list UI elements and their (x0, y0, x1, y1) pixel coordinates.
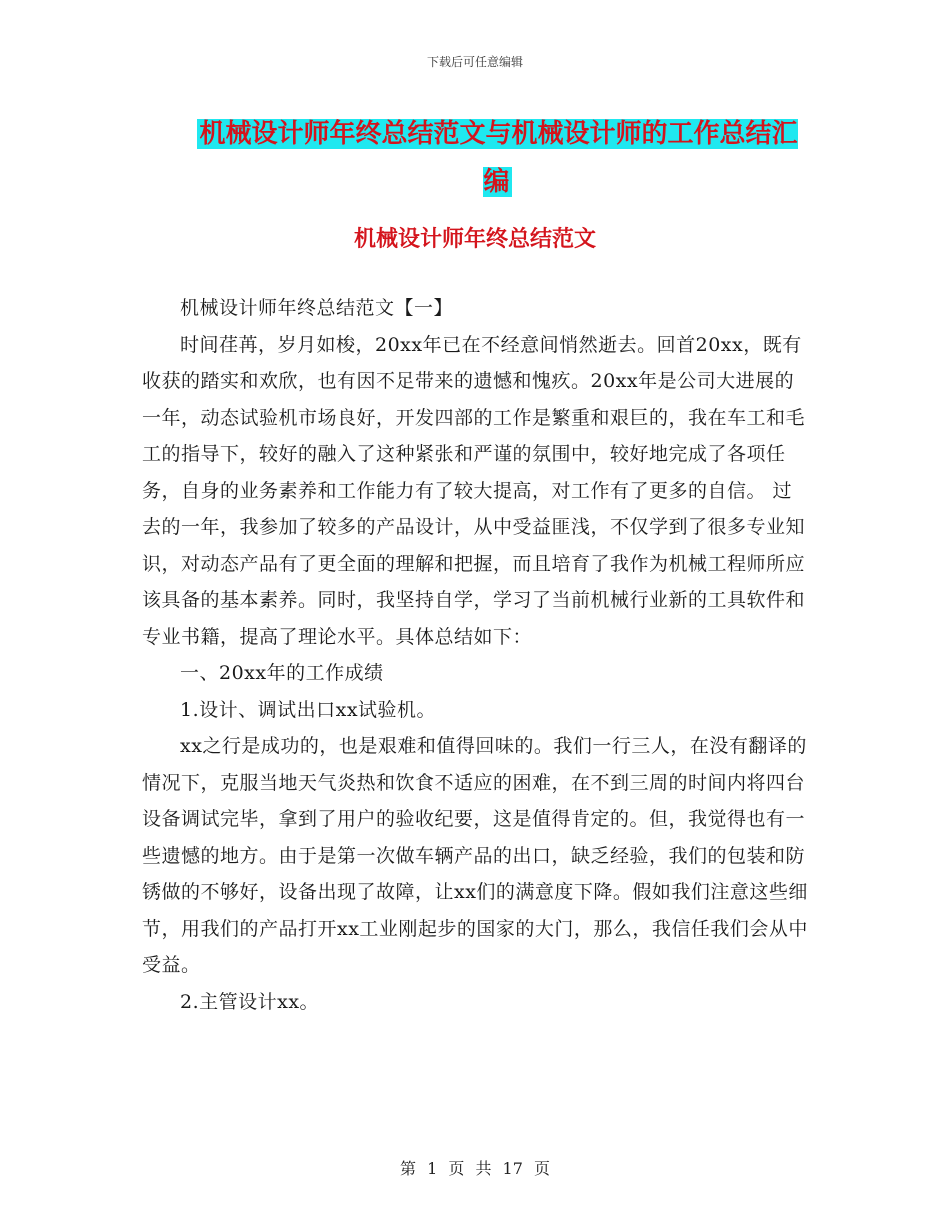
page-footer: 第 1 页 共 17 页 (400, 1159, 550, 1178)
document-title-text: 机械设计师年终总结范文与机械设计师的工作总结汇编 (199, 119, 798, 197)
paragraph-subheading: 机械设计师年终总结范文【一】 (180, 297, 454, 319)
paragraph-item-1-detail: xx之行是成功的，也是艰难和值得回味的。我们一行三人，在没有翻译的情况下，克服当地天气炎热和饮食不适应的困难，在不到三周的时间内将四台设备调试完毕，拿到了用户的验收纪要，这是值得肯定的。但，我觉得也有一些遗憾的地方。由于是第一次做车辆产品的出口，缺乏经验，我们的包装和防锈做的不够好，设备出现了故障，让xx们的满意度下降。假如我们注意这些细节，用我们的产品打开xx工业刚起步的国家的大门，那么，我信任我们会从中受益。 (142, 735, 808, 976)
section-title: 机械设计师年终总结范文 (353, 227, 596, 252)
header-note: 下载后可任意编辑 (426, 55, 523, 69)
paragraph-heading-achievements: 一、20xx年的工作成绩 (180, 662, 384, 684)
paragraph-item-1: 1.设计、调试出口xx试验机。 (180, 698, 437, 721)
paragraph-intro: 时间荏苒，岁月如梭，20xx年已在不经意间悄然逝去。回首20xx，既有收获的踏实和欢欣，也有因不足带来的遗憾和愧疚。20xx年是公司大进展的一年，动态试验机市场良好，开发四部的工作是繁重和艰巨的，我在车工和毛工的指导下，较好的融入了这种紧张和严谨的氛围中，较好地完成了各项任务，自身的业务素养和工作能力有了较大提高，对工作有了更多的自信。 过去的一年，我参加了较多的产品设计，从中受益匪浅，不仅学到了很多专业知识，对动态产品有了更全面的理解和把握，而且培育了我作为机械工程师所应该具备的基本素养。同时，我坚持自学，学习了当前机械行业新的工具软件和专业书籍，提高了理论水平。具体总结如下： (142, 333, 806, 648)
body-text (142, 290, 810, 1020)
paragraph-item-2: 2.主管设计xx。 (180, 990, 320, 1013)
document-title (190, 110, 805, 206)
